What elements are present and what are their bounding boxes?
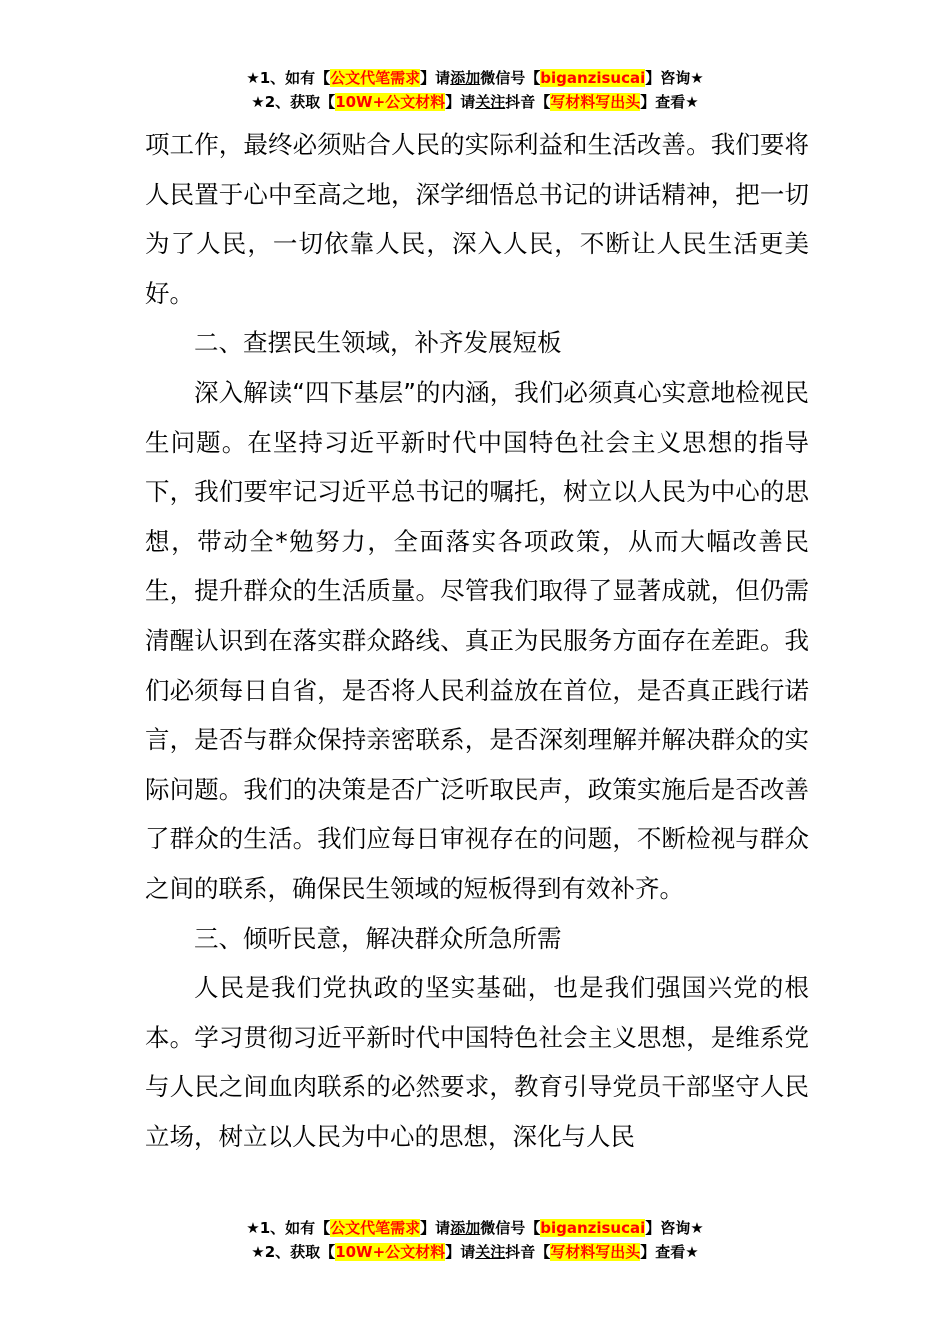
- paragraph: 项工作，最终必须贴合人民的实际利益和生活改善。我们要将人民置于心中至高之地，深学细悟总书记的讲话精神，把一切为了人民，一切依靠人民，深入人民，不断让人民生活更美好。: [145, 130, 809, 308]
- banner-text: ★1、如有【: [246, 1219, 331, 1237]
- banner-text: 】咨询★: [645, 69, 704, 87]
- banner-text: ★2、获取【: [251, 93, 336, 111]
- banner-text: 】请: [420, 69, 451, 87]
- banner-line-1: [0, 66, 950, 90]
- banner-text: 】查看★: [640, 1243, 699, 1261]
- banner-line-1: [0, 1216, 950, 1240]
- banner-highlight: 10W+公文材料: [335, 1243, 446, 1261]
- banner-highlight: biganzisucai: [540, 69, 646, 87]
- banner-highlight: 10W+公文材料: [335, 93, 446, 111]
- banner-text: 】请: [420, 1219, 451, 1237]
- banner-text: 】请: [445, 93, 476, 111]
- banner-highlight: 写材料写出头: [550, 1243, 641, 1261]
- banner-highlight: biganzisucai: [540, 1219, 646, 1237]
- banner-text: 】请: [445, 1243, 476, 1261]
- banner-text: ★2、获取【: [251, 1243, 336, 1261]
- banner-line-2: [0, 90, 950, 114]
- document-body: [145, 120, 809, 1161]
- header-banner: [0, 66, 950, 114]
- footer-banner: [0, 1216, 950, 1264]
- banner-emphasis: 关注: [475, 1243, 506, 1261]
- banner-emphasis: 添加: [450, 1219, 481, 1237]
- banner-text: 】查看★: [640, 93, 699, 111]
- banner-text: 抖音【: [505, 1243, 551, 1261]
- banner-text: 微信号【: [480, 69, 541, 87]
- banner-highlight: 公文代笔需求: [330, 1219, 421, 1237]
- paragraph: 人民是我们党执政的坚实基础，也是我们强国兴党的根本。学习贯彻习近平新时代中国特色社会主义思想，是维系党与人民之间血肉联系的必然要求，教育引导党员干部坚守人民立场，树立以人民为中心的思想，深化与人民: [145, 973, 809, 1151]
- banner-line-2: [0, 1240, 950, 1264]
- banner-highlight: 写材料写出头: [550, 93, 641, 111]
- banner-text: 抖音【: [505, 93, 551, 111]
- paragraph: 深入解读“四下基层”的内涵，我们必须真心实意地检视民生问题。在坚持习近平新时代中国特色社会主义思想的指导下，我们要牢记习近平总书记的嘱托，树立以人民为中心的思想，带动全*勉努力，全面落实各项政策，从而大幅改善民生，提升群众的生活质量。尽管我们取得了显著成就，但仍需清醒认识到在落实群众路线、真正为民服务方面存在差距。我们必须每日自省，是否将人民利益放在首位，是否真正践行诺言，是否与群众保持亲密联系，是否深刻理解并解决群众的实际问题。我们的决策是否广泛听取民声，政策实施后是否改善了群众的生活。我们应每日审视存在的问题，不断检视与群众之间的联系，确保民生领域的短板得到有效补齐。: [145, 377, 809, 903]
- section-heading: 三、倾听民意，解决群众所急所需: [194, 923, 562, 953]
- banner-text: 微信号【: [480, 1219, 541, 1237]
- banner-text: 】咨询★: [645, 1219, 704, 1237]
- banner-text: ★1、如有【: [246, 69, 331, 87]
- banner-highlight: 公文代笔需求: [330, 69, 421, 87]
- section-heading: 二、查摆民生领域，补齐发展短板: [194, 328, 562, 358]
- banner-emphasis: 关注: [475, 93, 506, 111]
- banner-emphasis: 添加: [450, 69, 481, 87]
